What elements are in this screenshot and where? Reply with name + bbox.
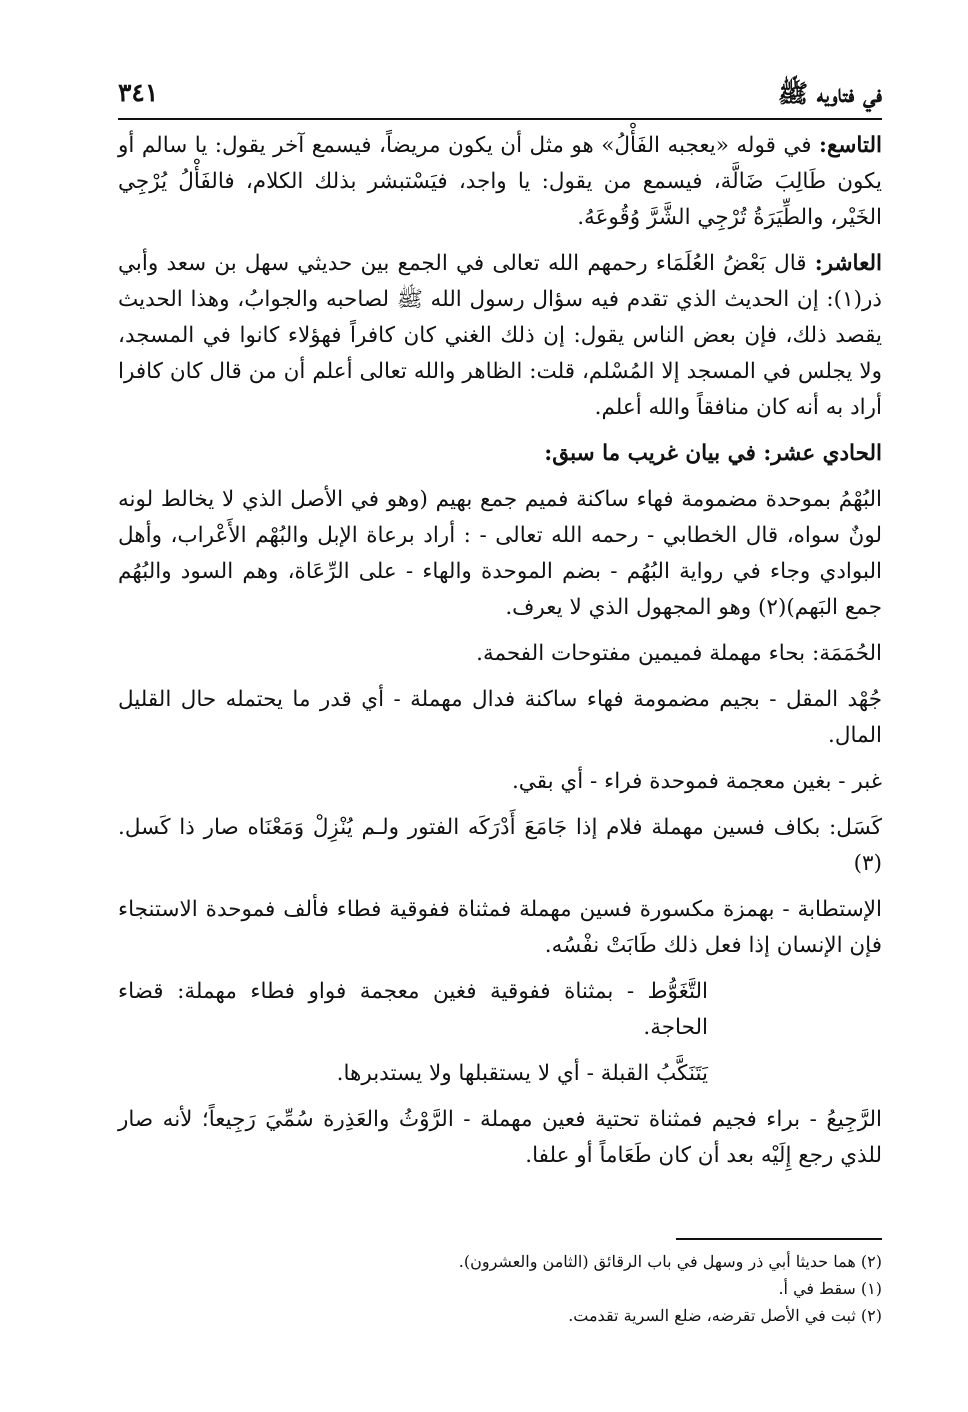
- gloss-kasal: كَسَل: بكاف فسين مهملة فلام إذا جَامَعَ أَدْرَكَه الفتور ولـم يُنْزِلْ وَمَعْنَاه صار ذا كَسل.(٣): [118, 815, 882, 876]
- footnote-divider: [676, 1238, 882, 1240]
- gloss-yatanakkab: يَتَنَكَّبُ القبلة - أي لا يستقبلها ولا يستدبرها.: [336, 1061, 708, 1086]
- gloss-juhd: جُهْد المقل - بجيم مضمومة فهاء ساكنة فدال مهملة - أي قدر ما يحتمله حال القليل المال.: [118, 687, 882, 748]
- footnote-item: (٢) هما حديثا أبي ذر وسهل في باب الرقائق (الثامن والعشرون).: [458, 1252, 882, 1271]
- section-heading-eleventh: الحادي عشر: في بيان غريب ما سبق:: [544, 441, 882, 466]
- gloss-ghabr: غبر - بغين معجمة فموحدة فراء - أي بقي.: [511, 769, 882, 794]
- paragraph-label-tenth: العاشر:: [814, 251, 882, 276]
- paragraph-body-ninth: في قوله «يعجبه الفَأْلُ» هو مثل أن يكون مريضاً، فيسمع آخر يقول: يا سالم أو يكون طَالِبَ ضَالَّة، فيسمع من يقول: يا واجد، فيَسْتبشر بذلك الكلام، فالفَأْلُ يُرْجِي الخَيْر، والطِّيَرَةُ تُرْجِي الشَّرَّ وُقُوعَهُ.: [118, 133, 882, 230]
- paragraph-body-tenth: قال بَعْضُ العُلَمَاء رحمهم الله تعالى في الجمع بين حديثي سهل بن سعد وأبي ذر(١): إن الحديث الذي تقدم فيه سؤال رسول الله ﷺ لصاحبه والجوابُ، وهذا الحديث يقصد ذلك، فإن بعض الناس يقول: إن ذلك الغني كان كافراً فهؤلاء كانوا في المسجد، ولا يجلس في المسجد إلا المُسْلم، قلت: الظاهر والله تعالى أعلم أن من قال كان كافرا أراد به أنه كان منافقاً والله أعلم.: [118, 251, 882, 420]
- paragraph-ninth: [118, 128, 882, 236]
- main-text: [118, 128, 882, 1184]
- running-title: في فتاويه ﷺ: [777, 79, 882, 108]
- gloss-istitaba: الإستطابة - بهمزة مكسورة فسين مهملة فمثناة ففوقية فطاء فألف فموحدة الاستنجاء فإن الإنسان إذا فعل ذلك طَابَتْ نفْسُه.: [118, 897, 882, 958]
- footnotes: [118, 1248, 882, 1329]
- page-header: [118, 74, 882, 120]
- gloss-taghawwut: التَّغَوُّط - بمثناة ففوقية فغين معجمة فواو فطاء مهملة: قضاء الحاجة.: [118, 979, 708, 1040]
- paragraph-label-ninth: التاسع:: [819, 133, 882, 158]
- gloss-hamama: الحُمَمَة: بحاء مهملة فميمين مفتوحات الفحمة.: [476, 641, 882, 666]
- gloss-rajee: الرَّجِيعُ - براء فجيم فمثناة تحتية فعين مهملة - الرَّوْثُ والعَذِرة سُمِّيَ رَجِيعاً؛ لأنه صار للذي رجع إِلَيْه بعد أن كان طَعَاماً أو علفا.: [118, 1107, 882, 1168]
- page-number: ٣٤١: [118, 78, 159, 107]
- gloss-buhm: البُهْمُ بموحدة مضمومة فهاء ساكنة فميم جمع بهيم (وهو في الأصل الذي لا يخالط لونه لونٌ سواه، قال الخطابي - رحمه الله تعالى - : أراد برعاة الإبل والبُهْم الأَعْراب، وأهل البوادي وجاء في رواية البُهُم - بضم الموحدة والهاء - على الرِّعَاة، وهم السود والبُهُم جمع البَهم)(٢) وهو المجهول الذي لا يعرف.: [118, 487, 882, 620]
- footnote-item: (٢) ثبت في الأصل تقرضه، ضلع السرية تقدمت.: [568, 1306, 882, 1325]
- footnote-item: (١) سقط في أ.: [778, 1279, 882, 1298]
- paragraph-tenth: [118, 246, 882, 426]
